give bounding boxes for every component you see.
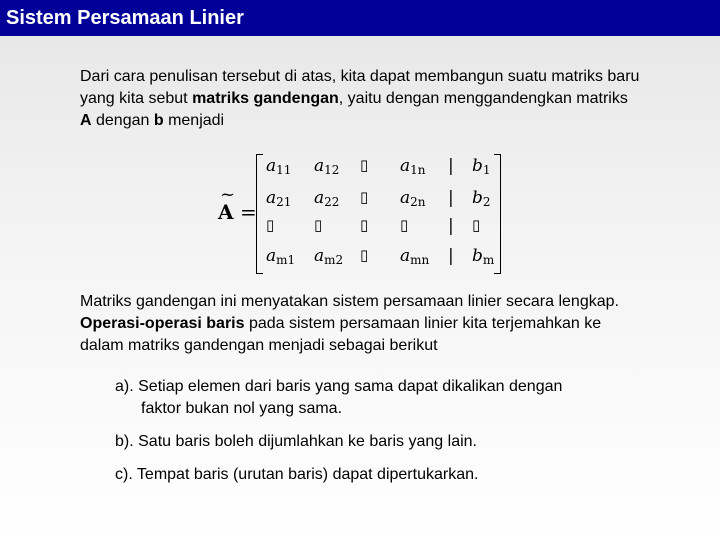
matrix-cell-r3-c3: ▯: [360, 216, 369, 234]
matrix-cell-r4-c5: $b_m$: [472, 246, 495, 267]
second-paragraph: [80, 291, 640, 357]
step-a-line2: faktor bukan nol yang sama.: [141, 400, 343, 417]
step-a-line1: a). Setiap elemen dari baris yang sama dapat dikalikan dengan: [115, 378, 563, 395]
intro-paragraph: [80, 66, 640, 132]
intro-text-3: dengan: [91, 112, 154, 129]
matrix-separator-r4: |: [448, 246, 454, 266]
right-bracket: [494, 154, 501, 274]
matrix-cell-r4-c4: $a_{mn}$: [400, 246, 430, 267]
matrix-separator-r1: |: [448, 156, 454, 176]
matrix-cell-r2-c5: $b_2$: [472, 188, 491, 209]
step-b: b). Satu baris boleh dijumlahkan ke baris yang lain.: [115, 433, 477, 450]
matrix-cell-r3-c5: ▯: [472, 216, 481, 234]
intro-text-2: , yaitu dengan menggandengkan matriks: [338, 90, 628, 107]
matrix-cell-r4-c2: $a_{m2}$: [314, 246, 344, 267]
matrix-cell-r1-c2: $a_{12}$: [314, 156, 340, 177]
matrix-cell-r1-c4: $a_{1n}$: [400, 156, 426, 177]
equals-sign: =: [240, 200, 257, 224]
para2-text-2: pada sistem persamaan linier kita terjemahkan ke dalam matriks gandengan menjadi sebagai berikut: [80, 315, 602, 354]
matrix-cell-r2-c3: ▯: [360, 188, 369, 206]
matrix-cell-r3-c4: ▯: [400, 216, 409, 234]
matrix-cell-r1-c1: $a_{11}$: [266, 156, 292, 177]
intro-bold-matriks-gandengan: matriks gandengan: [192, 90, 339, 107]
matrix-name: A: [218, 200, 234, 224]
para2-bold-operasi: Operasi-operasi baris: [80, 315, 245, 332]
matrix-separator-r2: |: [448, 188, 454, 208]
matrix-cell-r3-c2: ▯: [314, 216, 323, 234]
matrix-cell-r2-c1: $a_{21}$: [266, 188, 292, 209]
matrix-cell-r4-c1: $a_{m1}$: [266, 246, 296, 267]
intro-bold-a: A: [80, 112, 92, 129]
intro-text-1: Dari cara penulisan tersebut di atas, kita dapat membangun suatu matriks baru yang kita sebut: [80, 68, 640, 107]
step-c: c). Tempat baris (urutan baris) dapat dipertukarkan.: [115, 466, 479, 483]
matrix-cell-r2-c4: $a_{2n}$: [400, 188, 426, 209]
slide-title: Sistem Persamaan Linier: [0, 0, 720, 36]
step-a: [115, 376, 655, 420]
matrix-cell-r1-c3: ▯: [360, 156, 369, 174]
matrix-cell-r4-c3: ▯: [360, 246, 369, 264]
intro-text-4: menjadi: [163, 112, 225, 129]
tilde-symbol: ~: [220, 184, 236, 205]
augmented-matrix: [218, 150, 508, 275]
para2-text-1: Matriks gandengan ini menyatakan sistem persamaan linier secara lengkap.: [80, 293, 619, 310]
matrix-cell-r2-c2: $a_{22}$: [314, 188, 340, 209]
intro-bold-b: b: [153, 112, 164, 129]
matrix-separator-r3: |: [448, 216, 454, 236]
left-bracket: [256, 154, 263, 274]
matrix-cell-r1-c5: $b_1$: [472, 156, 491, 177]
matrix-cell-r3-c1: ▯: [266, 216, 275, 234]
matrix-lhs: [218, 184, 257, 224]
